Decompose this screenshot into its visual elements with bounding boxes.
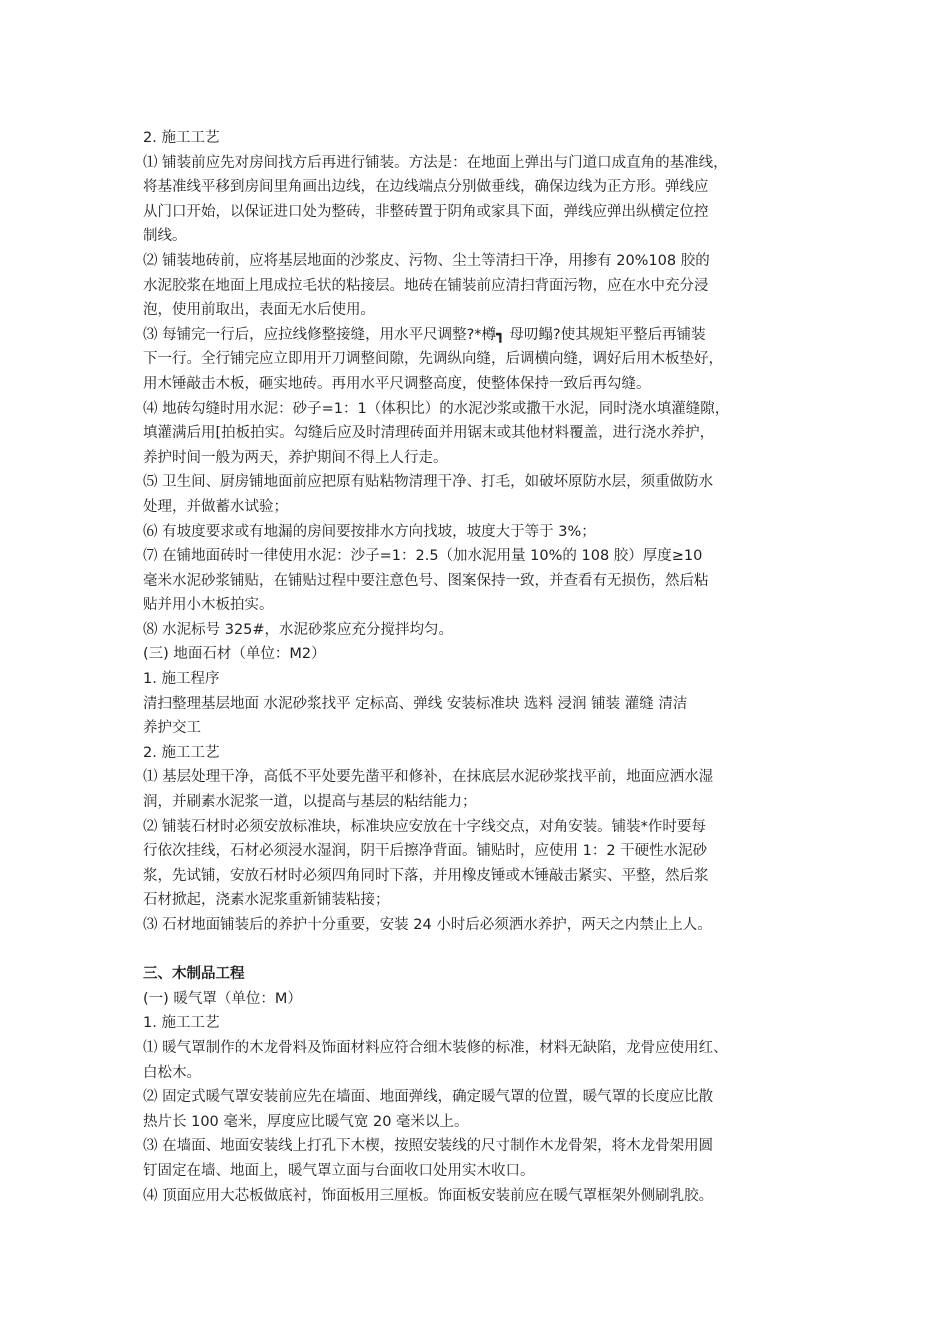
text-line: 从门口开始，以保证进口处为整砖，非整砖置于阴角或家具下面，弹线应弹出纵横定位控 <box>143 203 709 220</box>
text-line: ⑹ 有坡度要求或有地漏的房间要按排水方向找坡，坡度大于等于 3%； <box>143 523 596 540</box>
text-line: 贴并用小木板拍实。 <box>143 597 274 614</box>
text-line: 用木锤敲击木板，砸实地砖。再用水平尺调整高度，使整体保持一致后再勾缝。 <box>143 375 651 392</box>
text-line: 石材掀起，浇素水泥浆重新铺装粘接； <box>143 892 390 909</box>
text-line: 行依次挂线，石材必须浸水湿润，阴干后擦净背面。铺贴时，应使用 1：2 干硬性水泥砂 <box>143 843 708 860</box>
text-line: 2. 施工工艺 <box>143 130 220 146</box>
text-line: ⑵ 铺装地砖前，应将基层地面的沙浆皮、污物、尘土等清扫干净，用掺有 20%108 胶的 <box>143 252 710 269</box>
text-line: 泡，使用前取出，表面无水后使用。 <box>143 302 375 319</box>
text-line: ⑻ 水泥标号 325#，水泥砂浆应充分搅拌均匀。 <box>143 621 454 638</box>
text-line: 水泥胶浆在地面上甩成拉毛状的粘接层。地砖在铺装前应清扫背面污物，应在水中充分浸 <box>143 277 709 294</box>
text-line: 2. 施工工艺 <box>143 744 220 761</box>
subsection-heading: (一) 暖气罩（单位：M） <box>143 990 302 1007</box>
document-body <box>143 126 823 1208</box>
text-line: 毫米水泥砂浆铺贴，在铺贴过程中要注意色号、图案保持一致，并查看有无损伤，然后粘 <box>143 572 709 589</box>
text-line: ⑺ 在铺地面砖时一律使用水泥：沙子=1：2.5（加水泥用量 10%的 108 胶）厚度≥10 <box>143 548 703 565</box>
section-heading: 三、木制品工程 <box>143 966 245 983</box>
text-line: ⑶ 在墙面、地面安装线上打孔下木楔，按照安装线的尺寸制作木龙骨架，将木龙骨架用圆 <box>143 1138 714 1155</box>
text-line: ⑵ 固定式暖气罩安装前应先在墙面、地面弹线，确定暖气罩的位置，暖气罩的长度应比散 <box>143 1089 714 1106</box>
blank-line <box>143 938 823 963</box>
subsection-heading: (三) 地面石材（单位：M2） <box>143 646 326 663</box>
text-line: 制线。 <box>143 228 187 245</box>
text-line: ⑷ 地砖勾缝时用水泥：砂子=1：1（体积比）的水泥沙浆或撒干水泥，同时浇水填灌缝隙， <box>143 400 730 417</box>
text-line: ⑸ 卫生间、厨房铺地面前应把原有贴粘物清理干净、打毛，如破坏原防水层，须重做防水 <box>143 474 714 491</box>
text-line: ⑷ 顶面应用大芯板做底衬，饰面板用三厘板。饰面板安装前应在暖气罩框架外侧刷乳胶。 <box>143 1187 714 1204</box>
text-line: ⑴ 暖气罩制作的木龙骨料及饰面材料应符合细木装修的标准，材料无缺陷，龙骨应使用红、 <box>143 1039 728 1056</box>
text-line: ⑵ 铺装石材时必须安放标准块，标准块应安放在十字线交点，对角安装。铺装*作时要每 <box>143 818 706 835</box>
text-line: ⑴ 基层处理干净，高低不平处要先凿平和修补，在抹底层水泥砂浆找平前，地面应洒水湿 <box>143 769 714 786</box>
text-line: ⑶ 每铺完一行后，应拉线修整接缝，用水平尺调整?*樽┓ 母叨鳎?使其规矩平整后再铺装 <box>143 326 706 343</box>
text-line: 热片长 100 毫米，厚度应比暖气宽 20 毫米以上。 <box>143 1113 469 1130</box>
text-line: 处理，并做蓄水试验； <box>143 498 288 515</box>
text-line: 下一行。全行铺完应立即用开刀调整间隙，先调纵向缝，后调横向缝，调好后用木板垫好， <box>143 351 723 368</box>
text-line: 将基准线平移到房间里角画出边线，在边线端点分别做垂线，确保边线为正方形。弹线应 <box>143 179 709 196</box>
text-line: 白松木。 <box>143 1064 201 1081</box>
text-line: 养护时间一般为两天，养护期间不得上人行走。 <box>143 449 448 466</box>
text-line: 浆，先试铺，安放石材时必须四角同时下落，并用橡皮锤或木锤敲击紧实、平整，然后浆 <box>143 867 709 884</box>
text-line: 1. 施工程序 <box>143 671 220 688</box>
text-line: 润，并刷素水泥浆一道，以提高与基层的粘结能力； <box>143 794 477 811</box>
text-line: 填灌满后用[拍板拍实。勾缝后应及时清理砖面并用锯末或其他材料覆盖，进行浇水养护， <box>143 425 715 442</box>
text-line: 钉固定在墙、地面上，暖气罩立面与台面收口处用实木收口。 <box>143 1162 535 1179</box>
text-line: ⑶ 石材地面铺装后的养护十分重要，安装 24 小时后必须洒水养护，两天之内禁止上人。 <box>143 917 712 933</box>
text-line: 清扫整理基层地面 水泥砂浆找平 定标高、弹线 安装标准块 选料 浸润 铺装 灌缝 清洁 <box>143 695 688 712</box>
text-line: 养护交工 <box>143 720 201 737</box>
text-line: ⑴ 铺装前应先对房间找方后再进行铺装。方法是：在地面上弹出与门道口成直角的基准线， <box>143 154 728 171</box>
text-line: 1. 施工工艺 <box>143 1015 220 1032</box>
